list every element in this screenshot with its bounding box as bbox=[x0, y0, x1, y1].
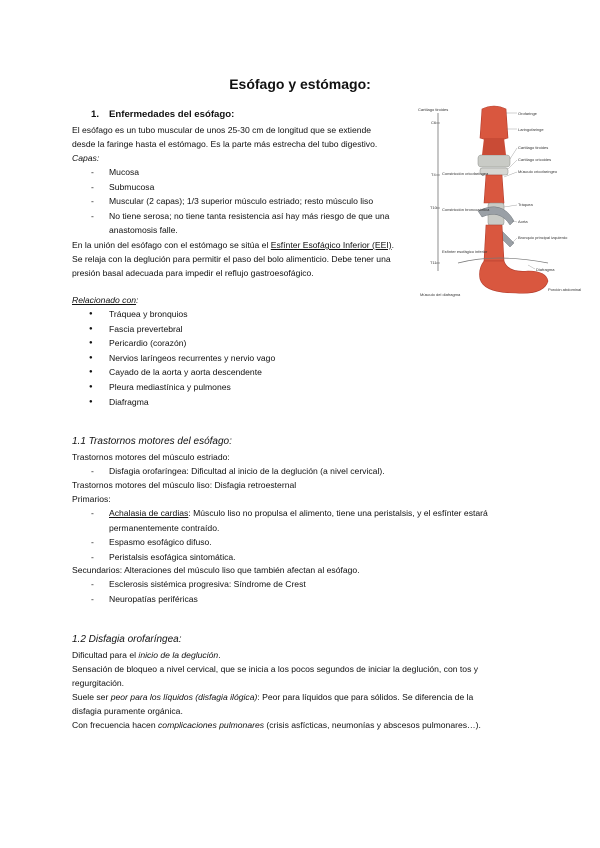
disfagia-line-6 bbox=[72, 718, 481, 733]
esophagus-upper bbox=[484, 175, 504, 205]
list-item: - Peristalsis esofágica sintomática. bbox=[72, 550, 529, 565]
figure-label: Porción abdominal bbox=[548, 287, 582, 292]
stomach bbox=[480, 261, 549, 293]
esophagus-lower bbox=[484, 225, 504, 261]
figure-label: Laringofaringe bbox=[518, 127, 544, 132]
ruler-label: T4 bbox=[431, 172, 436, 177]
figure-label: Diafragma bbox=[536, 267, 555, 272]
pharynx bbox=[480, 106, 508, 141]
figure-label: Cartílago tiroides bbox=[418, 107, 449, 112]
list-item bbox=[72, 506, 529, 535]
eei-pre: En la unión del esófago con el estómago se sitúa el bbox=[72, 240, 271, 250]
ruler-label: T11 bbox=[430, 260, 437, 265]
ruler-label: T10 bbox=[430, 205, 437, 210]
section-1-heading bbox=[91, 109, 234, 120]
eei-post: . bbox=[391, 240, 394, 250]
text-span: . bbox=[218, 650, 221, 660]
disfagia-line-4 bbox=[72, 690, 473, 705]
primarios-label: Primarios: bbox=[72, 494, 111, 504]
intro-line-2: desde la faringe hasta el estómago. Es la parte más estrecha del tubo digestivo. bbox=[72, 139, 378, 149]
figure-label: Bronquio principal izquierdo bbox=[518, 235, 568, 240]
list-item: ● Tráquea y bronquios bbox=[72, 307, 275, 322]
section-1-title: Enfermedades del esófago: bbox=[109, 109, 235, 120]
text-span: Con frecuencia hacen bbox=[72, 720, 158, 730]
estriado-label: Trastornos motores del músculo estriado: bbox=[72, 452, 230, 462]
figure-label: Esfínter esofágico inferior bbox=[442, 249, 488, 254]
primarios-list bbox=[72, 506, 529, 564]
estriado-list bbox=[72, 464, 385, 479]
figure-label: Músculo cricofaríngeo bbox=[518, 169, 558, 174]
figure-label: Cartílago cricoides bbox=[518, 157, 552, 162]
disfagia-line-1 bbox=[72, 648, 221, 663]
intro-line-1: El esófago es un tubo muscular de unos 25-30 cm de longitud que se extiende bbox=[72, 125, 372, 135]
capas-label: Capas: bbox=[72, 153, 100, 163]
achalasia-text: : Músculo liso no propulsa el alimento, tiene una peristalsis, y el esfínter estará permanentemente contraído. bbox=[109, 508, 488, 533]
text-span: : Peor para líquidos que para sólidos. Se diferencia de la bbox=[257, 692, 474, 702]
disfagia-line-2: Sensación de bloqueo a nivel cervical, que se inicia a los pocos segundos de iniciar la deglución, con tos y bbox=[72, 664, 479, 674]
list-item: ● Diafragma bbox=[72, 395, 275, 410]
figure-label: Aorta bbox=[518, 219, 528, 224]
achalasia-term: Achalasia de cardias bbox=[109, 508, 189, 518]
esophagus-anatomy-figure bbox=[418, 103, 588, 298]
list-item: - Muscular (2 capas); 1/3 superior músculo estriado; resto músculo liso bbox=[72, 194, 419, 209]
figure-label: Cartílago tiroides bbox=[518, 145, 549, 150]
disfagia-line-5: disfagia puramente orgánica. bbox=[72, 706, 183, 716]
relacionado-list bbox=[72, 307, 275, 409]
relacionado-colon: : bbox=[136, 295, 139, 305]
list-item: - Espasmo esofágico difuso. bbox=[72, 535, 529, 550]
list-item: ● Fascia prevertebral bbox=[72, 322, 275, 337]
disfagia-line-3: regurgitación. bbox=[72, 678, 125, 688]
list-item: - Esclerosis sistémica progresiva: Síndrome de Crest bbox=[72, 577, 306, 592]
text-span: Dificultad para el bbox=[72, 650, 139, 660]
liso-label: Trastornos motores del músculo liso: Disfagia retroesternal bbox=[72, 480, 297, 490]
eei-term: Esfínter Esofágico Inferior (EEI) bbox=[270, 240, 392, 250]
eei-line-3: presión basal adecuada para impedir el reflujo gastroesofágico. bbox=[72, 268, 314, 278]
page-title: Esófago y estómago: bbox=[229, 76, 371, 92]
list-item: - No tiene serosa; no tiene tanta resistencia así hay más riesgo de que una anastomosis falle. bbox=[72, 209, 419, 238]
list-item: ● Cayado de la aorta y aorta descendente bbox=[72, 365, 275, 380]
relacionado-term: Relacionado con bbox=[72, 295, 137, 305]
emphasis: peor para los líquidos (disfagia ilógica) bbox=[110, 692, 258, 702]
secundarios-list bbox=[72, 577, 306, 606]
laryngopharynx bbox=[482, 138, 506, 155]
list-item: ● Nervios laríngeos recurrentes y nervio vago bbox=[72, 351, 275, 366]
section-1-1-heading: 1.1 Trastornos motores del esófago: bbox=[72, 436, 232, 447]
list-item: - Mucosa bbox=[72, 165, 419, 180]
list-item: - Submucosa bbox=[72, 180, 419, 195]
list-item: ● Pericardio (corazón) bbox=[72, 336, 275, 351]
emphasis: inicio de la deglución bbox=[138, 650, 219, 660]
ruler-label: C6 bbox=[431, 120, 437, 125]
relacionado-label bbox=[72, 293, 138, 308]
eei-line-2: Se relaja con la deglución para permitir el paso del bolo alimenticio. Debe tener una bbox=[72, 254, 391, 264]
text-span: Suele ser bbox=[72, 692, 111, 702]
secundarios-label: Secundarios: Alteraciones del músculo liso que también afectan al esófago. bbox=[72, 565, 360, 575]
figure-label: Tráquea bbox=[518, 202, 533, 207]
figure-label: Orofaringe bbox=[518, 111, 537, 116]
thyroid-cartilage bbox=[478, 155, 510, 167]
capas-list bbox=[72, 165, 419, 238]
list-item: ● Pleura mediastínica y pulmones bbox=[72, 380, 275, 395]
figure-label: Constricción broncoaórtica bbox=[442, 207, 490, 212]
section-1-2-heading: 1.2 Disfagia orofaríngea: bbox=[72, 634, 182, 645]
emphasis: complicaciones pulmonares bbox=[158, 720, 265, 730]
list-item: - Neuropatías periféricas bbox=[72, 592, 306, 607]
text-span: (crisis asfícticas, neumonías y abscesos pulmonares…). bbox=[264, 720, 481, 730]
list-item: - Disfagia orofaríngea: Dificultad al inicio de la deglución (a nivel cervical). bbox=[72, 464, 385, 479]
figure-label: Constricción cricofaríngea bbox=[442, 171, 489, 176]
eei-line-1 bbox=[72, 238, 394, 253]
section-1-number: 1. bbox=[91, 109, 100, 120]
figure-label: Músculo del diafragma bbox=[420, 292, 461, 297]
